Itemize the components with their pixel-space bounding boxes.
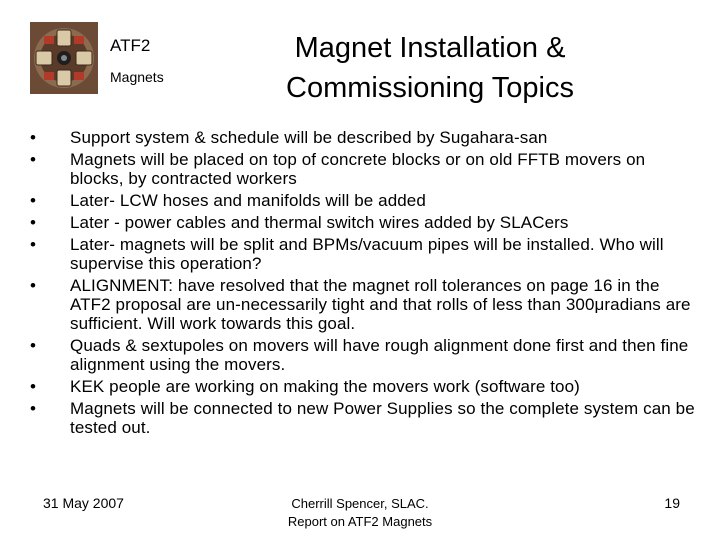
- bullet-text: Later- LCW hoses and manifolds will be added: [70, 191, 426, 210]
- bullet-text: Magnets will be placed on top of concrete blocks or on old FFTB movers on blocks, by contracted workers: [70, 150, 646, 188]
- bullet-dot: •: [30, 336, 37, 355]
- magnet-logo-icon: [30, 22, 98, 94]
- slide-title: [250, 28, 610, 108]
- footer-author: [270, 495, 450, 531]
- bullet-dot: •: [30, 235, 37, 254]
- bullet-text: Support system & schedule will be described by Sugahara-san: [70, 128, 548, 147]
- bullet-text: Magnets will be connected to new Power Supplies so the complete system can be tested out.: [70, 399, 695, 437]
- bullet-item: [30, 213, 700, 232]
- bullet-item: [30, 399, 700, 437]
- footer-date: 31 May 2007: [43, 495, 124, 511]
- author-line-1: Cherrill Spencer, SLAC.: [291, 496, 429, 511]
- author-line-2: Report on ATF2 Magnets: [287, 514, 433, 529]
- bullet-item: [30, 191, 700, 210]
- bullet-item: [30, 336, 700, 374]
- project-label: ATF2: [110, 36, 151, 55]
- bullet-item: [30, 377, 700, 396]
- title-line-1: Magnet Installation &: [294, 32, 566, 64]
- bullet-dot: •: [30, 377, 37, 396]
- bullet-text: KEK people are working on making the movers work (software too): [70, 377, 580, 396]
- bullet-text: Later - power cables and thermal switch wires added by SLACers: [70, 213, 569, 232]
- project-subtitle: Magnets: [110, 69, 164, 85]
- bullet-dot: •: [30, 150, 37, 169]
- bullet-item: [30, 235, 700, 273]
- bullet-dot: •: [30, 399, 37, 418]
- bullet-text: ALIGNMENT: have resolved that the magnet roll tolerances on page 16 in the ATF2 proposal are un-necessarily tight and that rolls of less than 300μradians are sufficient. Will work towards this goal.: [70, 276, 691, 333]
- bullet-item: [30, 276, 700, 333]
- bullet-item: [30, 150, 700, 188]
- bullet-text: Later- magnets will be split and BPMs/vacuum pipes will be installed. Who will supervise this operation?: [70, 235, 664, 273]
- bullet-dot: •: [30, 128, 37, 147]
- bullet-dot: •: [30, 191, 37, 210]
- bullet-list: [30, 128, 700, 440]
- bullet-dot: •: [30, 213, 37, 232]
- bullet-text: Quads & sextupoles on movers will have rough alignment done first and then fine alignment using the movers.: [70, 336, 689, 374]
- bullet-item: [30, 128, 700, 147]
- bullet-dot: •: [30, 276, 37, 295]
- page-number: 19: [664, 495, 680, 511]
- title-line-2: Commissioning Topics: [286, 72, 574, 104]
